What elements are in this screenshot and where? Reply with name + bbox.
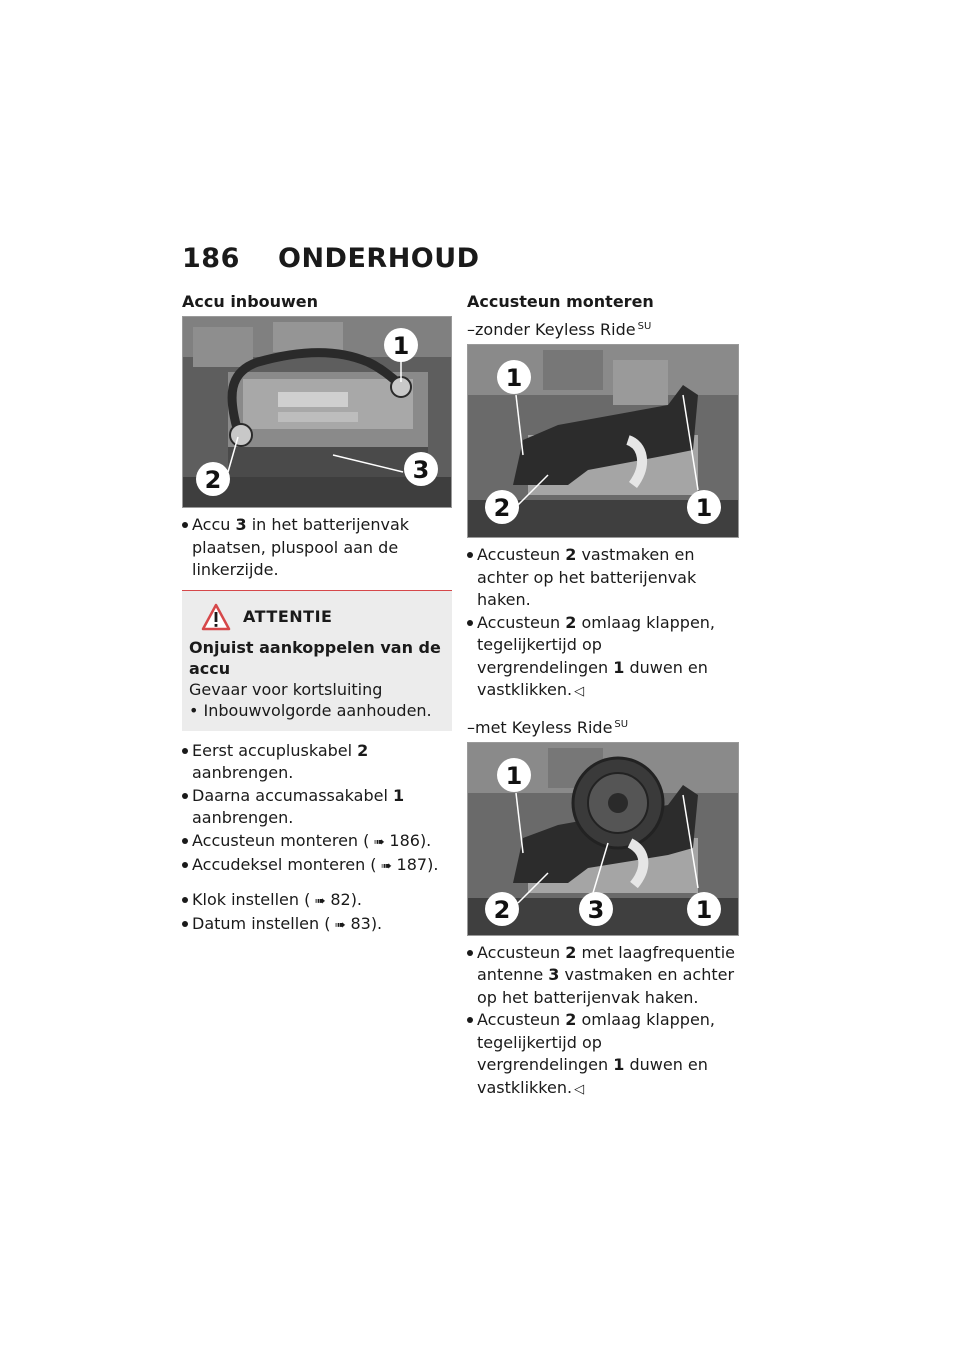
chapter-title: ONDERHOUD [278,243,480,274]
list-item [182,514,452,582]
list-item [182,830,452,855]
callout-1: 1 [505,761,523,790]
step-number: 2 [565,612,577,632]
page-ref-arrow-icon: ➠ [335,918,346,933]
step-text: Accusteun [477,942,566,962]
step-number: 2 [565,545,577,564]
step-text: Klok instellen ( [192,889,311,909]
callout-1b: 1 [695,494,713,522]
variant-sup: SU [637,321,652,332]
step-text: ). [350,889,363,909]
step-text: in het batterijenvak plaatsen, pluspool aan de linkerzijde. [192,515,410,579]
list-item [467,612,737,704]
step-number: 2 [565,942,577,962]
step-list-right-2 [467,942,737,1102]
variant-sup: SU [614,718,629,730]
step-text: omlaag klappen, tegelijkertijd op vergrendelingen [477,1010,716,1074]
bracket-illustration-1 [468,345,739,538]
callout-2: 2 [204,466,222,494]
step-text: ). [419,830,432,850]
battery-photo [182,316,452,508]
battery-illustration [183,317,452,508]
list-item [467,544,737,612]
list-item [467,1009,737,1101]
step-number: 3 [548,965,560,984]
step-text: Datum instellen ( [192,914,331,933]
variant-text: –met Keyless Ride [467,717,613,737]
callout-1: 1 [505,364,523,392]
step-list-1 [182,514,452,582]
page-header [182,243,480,274]
end-marker-icon: ◁ [574,1081,585,1097]
step-text: met laagfrequentie antenne [477,942,735,984]
page-number: 186 [182,243,240,274]
page-ref-link[interactable]: 186 [389,830,420,850]
page-ref-link[interactable]: 187 [396,855,428,874]
step-text: Accusteun [477,1010,566,1029]
variant-text: –zonder Keyless Ride [467,320,636,339]
step-text: aanbrengen. [192,808,294,827]
list-item [467,942,737,1010]
warning-bullet: • Inbouwvolgorde aanhouden. [189,700,432,720]
step-text: Daarna accumassakabel [192,785,393,805]
page-ref-link[interactable]: 83 [350,914,371,933]
warning-triangle-icon [201,603,231,631]
page-ref-arrow-icon: ➠ [314,893,326,909]
step-list-2 [182,740,452,879]
variant-label-without-keyless [467,316,737,341]
warning-heading: Onjuist aankoppelen van de accu [189,637,441,678]
section-title-accu-inbouwen: Accu inbouwen [182,292,319,311]
page-ref-arrow-icon: ➠ [373,834,385,850]
list-item [182,785,452,830]
bracket-photo-1 [467,344,739,538]
list-item [182,913,452,938]
step-text: vastmaken en achter op het batterijenvak haken. [477,965,735,1007]
step-text: vastmaken en achter op het batterijenvak haken. [477,545,697,609]
step-text: Accusteun monteren ( [192,830,370,850]
list-item [182,740,452,785]
warning-box [182,591,452,731]
variant-label-with-keyless [467,714,737,739]
step-text: duwen en vastklikken. [477,657,708,699]
step-text: Eerst accupluskabel [192,740,358,760]
step-number: 1 [613,1055,625,1074]
step-list-right-1 [467,544,737,704]
bracket-illustration-2 [468,743,739,936]
callout-1: 1 [392,332,410,360]
page-ref-arrow-icon: ➠ [381,859,392,874]
step-text: Accusteun [477,545,566,564]
callout-3: 3 [587,895,605,924]
left-column [182,292,452,938]
callout-3: 3 [412,456,430,484]
callout-2: 2 [493,895,511,924]
page-ref-link[interactable]: 82 [330,889,351,909]
bracket-photo-2 [467,742,739,936]
step-list-3 [182,889,452,938]
step-text: Accudeksel monteren ( [192,855,377,874]
callout-1b: 1 [695,895,713,924]
step-number: 3 [235,515,247,534]
step-text: duwen en vastklikken. [477,1055,708,1097]
step-text: ). [370,914,383,933]
step-number: 1 [613,657,625,677]
callout-2: 2 [493,494,511,522]
step-text: Accu [192,515,236,534]
step-number: 2 [357,740,369,760]
step-number: 1 [392,785,405,805]
end-marker-icon: ◁ [574,684,585,699]
list-item [182,854,452,879]
warning-label: ATTENTIE [243,607,333,626]
warning-text: Gevaar voor kortsluiting [189,679,383,699]
step-text: aanbrengen. [192,763,294,782]
step-text: omlaag klappen, tegelijkertijd op vergrendelingen [477,612,716,677]
warning-header [189,603,445,631]
step-text: Accusteun [477,612,566,632]
right-column [467,292,737,1101]
section-title-accusteun: Accusteun monteren [467,292,654,311]
step-text: ). [427,855,439,874]
list-item [182,889,452,914]
step-number: 2 [565,1010,577,1029]
